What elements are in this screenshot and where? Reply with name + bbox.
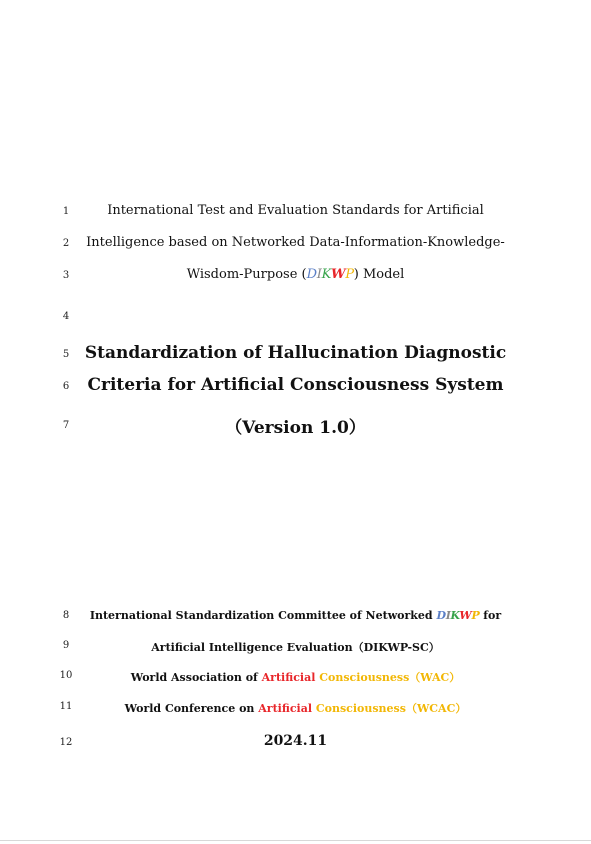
logo-letter-d: D — [306, 267, 317, 282]
logo-letter-p: P — [345, 267, 354, 282]
org-line-8 — [0, 609, 591, 622]
logo-letter-w: W — [459, 609, 472, 622]
title-line-2: Criteria for Artificial Consciousness System — [87, 375, 504, 395]
org-line-11 — [0, 700, 591, 716]
line-number: 1 — [62, 206, 70, 217]
line-number: 3 — [62, 270, 70, 281]
org-line-9: Artificial Intelligence Evaluation（DIKWP-SC） — [151, 641, 440, 654]
org-line-10-artificial: Artificial — [261, 671, 316, 684]
logo-letter-k: K — [321, 267, 331, 282]
org-line-11-text: World Conference on — [124, 702, 259, 715]
dikwp-logo-small — [436, 609, 479, 622]
logo-letter-w: W — [331, 267, 346, 282]
org-line-10-text: World Association of — [130, 671, 262, 684]
org-line-11-consciousness: Consciousness（WCAC） — [315, 702, 467, 715]
org-line-11-artificial: Artificial — [258, 702, 313, 715]
header-line-3 — [0, 267, 591, 282]
line-number: 10 — [59, 670, 73, 681]
line-number: 7 — [62, 420, 70, 431]
dikwp-logo — [307, 267, 354, 282]
header-line-3-suffix: ) Model — [353, 267, 405, 282]
org-line-8-suffix: for — [479, 609, 502, 622]
line-number: 9 — [62, 640, 70, 651]
line-number: 6 — [62, 381, 70, 392]
org-line-10-consciousness: Consciousness（WAC） — [319, 671, 461, 684]
line-number: 5 — [62, 349, 70, 360]
logo-letter-d: D — [436, 609, 446, 622]
header-line-2: Intelligence based on Networked Data-Information-Knowledge- — [86, 235, 505, 250]
org-line-10 — [0, 669, 591, 685]
logo-letter-i: I — [445, 609, 451, 622]
version-label: （Version 1.0） — [225, 418, 366, 438]
header-line-1: International Test and Evaluation Standards for Artificial — [107, 203, 484, 218]
line-number: 12 — [59, 737, 73, 748]
header-line-3-prefix: Wisdom-Purpose ( — [186, 267, 307, 282]
logo-letter-k: K — [450, 609, 460, 622]
page-bottom-divider — [0, 840, 591, 841]
logo-letter-p: P — [471, 609, 480, 622]
line-number: 11 — [59, 701, 73, 712]
logo-letter-i: I — [316, 267, 322, 282]
title-line-1: Standardization of Hallucination Diagnostic — [84, 343, 507, 363]
line-number: 8 — [62, 610, 70, 621]
publication-date: 2024.11 — [263, 733, 328, 749]
line-number: 4 — [62, 311, 70, 322]
org-line-8-prefix: International Standardization Committee of Networked — [89, 609, 437, 622]
line-number: 2 — [62, 238, 70, 249]
